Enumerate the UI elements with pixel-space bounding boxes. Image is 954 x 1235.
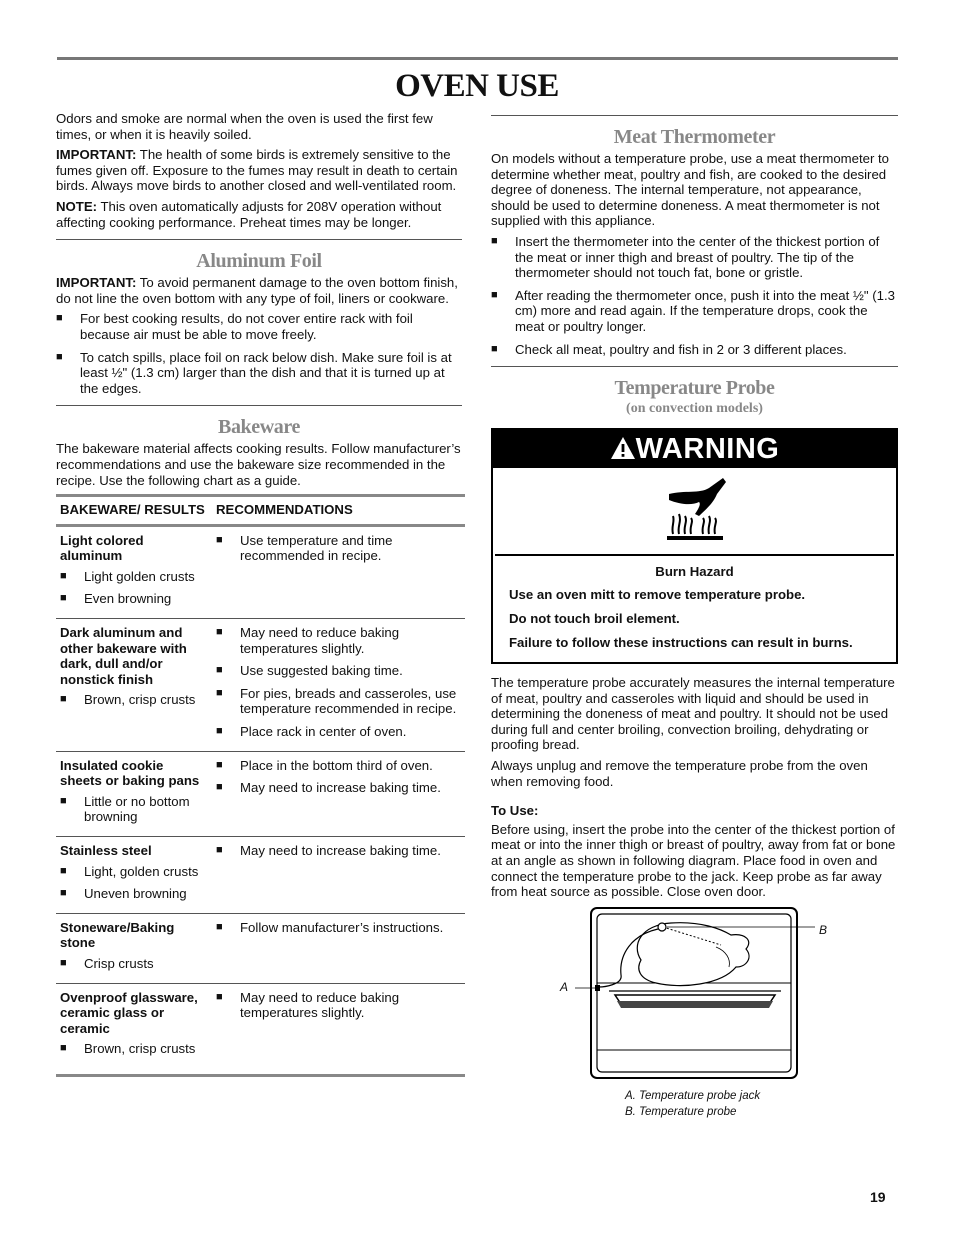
temperature-probe-subheading: (on convection models)	[626, 401, 763, 417]
page-title: OVEN USE	[395, 68, 559, 104]
warning-box	[491, 428, 898, 664]
bullet-icon: ■	[491, 288, 498, 301]
warning-line: Use an oven mitt to remove temperature probe.	[509, 587, 806, 603]
important-text: To avoid permanent damage to the oven bottom finish, do not line the oven bottom with any type of foil, liners or cookware.	[56, 275, 458, 306]
aluminum-foil-heading: Aluminum Foil	[196, 250, 322, 273]
bakeware-name: Insulated cookie sheets or baking pans	[60, 757, 200, 789]
warning-line: Failure to follow these instructions can result in burns.	[509, 634, 853, 650]
label-a: A	[560, 979, 569, 994]
warning-line: Do not touch broil element.	[509, 610, 680, 626]
list-item: ■ To catch spills, place foil on rack below dish. Make sure foil is at least ½" (1.3 cm) larger than the dish and that it is turned up at the edges.	[56, 349, 452, 396]
page-number: 19	[870, 1189, 886, 1205]
note-label: NOTE:	[56, 198, 98, 214]
bakeware-heading: Bakeware	[218, 416, 300, 439]
column-header-bakeware: BAKEWARE/ RESULTS	[56, 496, 212, 526]
bullet-icon: ■	[56, 350, 63, 363]
section-divider	[491, 366, 898, 367]
table-row: Stainless steel ■ Light, golden crusts ■ Uneven browning ■ May need to increase baking time.	[56, 837, 465, 914]
important-label: IMPORTANT:	[56, 275, 137, 291]
birds-important-paragraph	[56, 147, 462, 194]
bakeware-name: Light colored aluminum	[60, 532, 144, 564]
burn-hazard-icon	[655, 476, 735, 546]
to-use-heading: To Use:	[491, 803, 539, 819]
diagram-caption	[625, 1088, 760, 1120]
table-row: Light colored aluminum ■ Light golden crusts ■ Even browning ■ Use temperature and time recommended in recipe.	[56, 525, 465, 618]
section-divider	[491, 115, 898, 116]
bakeware-paragraph: The bakeware material affects cooking results. Follow manufacturer’s recommendations and use the bakeware size recommended in the recipe. Use the following chart as a guide.	[56, 441, 461, 488]
bakeware-name: Ovenproof glassware, ceramic glass or ceramic	[60, 989, 198, 1036]
important-label: IMPORTANT:	[56, 147, 137, 163]
warning-text	[493, 556, 896, 662]
note-paragraph	[56, 199, 462, 230]
warning-header	[493, 430, 896, 468]
table-row: Dark aluminum and other bakeware with dark, dull and/or nonstick finish ■ Brown, crisp crusts ■ May need to reduce baking temperatures slightly. ■ Use suggested baking time. ■ For pies, breads and casseroles, use temperature recommended in recipe. ■ Place rack in center of oven.	[56, 619, 465, 752]
meat-thermometer-heading: Meat Thermometer	[613, 126, 776, 148]
meat-thermometer-paragraph: On models without a temperature probe, use a meat thermometer to determine whether meat, poultry and fish, are cooked to the desired degree of doneness. The internal temperature, not appearance, should be used to determine doneness. A meat thermometer is not supplied with this appliance.	[491, 151, 890, 229]
oven-probe-diagram-icon	[491, 905, 898, 1085]
caption-b: B. Temperature probe	[625, 1105, 737, 1118]
probe-paragraph: The temperature probe accurately measures the internal temperature of meat, poultry and casseroles with liquid and should be used in determining the doneness of meat and poultry. It should not be used during full and center broiling, convection broiling, dehydrating or proofing bread.	[491, 675, 895, 753]
bullet-icon: ■	[56, 312, 63, 325]
list-item: ■ After reading the thermometer once, push it into the meat ½" (1.3 cm) more and read again. If the temperature drops, cook the meat or poultry longer.	[491, 287, 895, 334]
warning-triangle-icon	[610, 436, 636, 460]
column-header-recommendations: RECOMMENDATIONS	[212, 496, 465, 526]
list-item: ■ Insert the thermometer into the center of the thickest portion of the meat or inner thigh and breast of poultry. The tip of the thermometer should not touch fat, bone or gristle.	[491, 233, 880, 281]
list-item: ■ For best cooking results, do not cover entire rack with foil because air must be able to move freely.	[56, 311, 413, 342]
table-row: Ovenproof glassware, ceramic glass or ceramic ■ Brown, crisp crusts ■ May need to reduce baking temperatures slightly.	[60, 989, 400, 1057]
foil-bullet-list	[56, 311, 462, 396]
probe-diagram	[491, 905, 898, 1127]
probe-unplug-paragraph: Always unplug and remove the temperature probe from the oven when removing food.	[491, 758, 868, 789]
bakeware-table	[56, 494, 465, 1077]
burn-hazard-label: Burn Hazard	[655, 563, 734, 579]
to-use-paragraph: Before using, insert the probe into the center of the thickest portion of meat or into the inner thigh or breast of poultry, away from fat or bone at an angle as shown in following diagram. Place food in oven and connect the temperature probe to the jack. Keep probe as far away from heat source as possible. Close oven door.	[491, 821, 896, 900]
bullet-icon: ■	[491, 234, 498, 247]
table-row: Insulated cookie sheets or baking pans ■ Little or no bottom browning ■ Place in the bottom third of oven. ■ May need to increase baking time.	[56, 751, 465, 836]
label-b: B	[819, 922, 828, 937]
note-text: This oven automatically adjusts for 208V operation without affecting cooking performance. Preheat times may be longer.	[56, 198, 442, 230]
table-row: Stoneware/Baking stone ■ Crisp crusts ■ Follow manufacturer’s instructions.	[56, 913, 465, 983]
caption-a: A. Temperature probe jack	[625, 1089, 761, 1102]
thermometer-bullet-list	[491, 234, 898, 357]
bullet-icon: ■	[491, 342, 498, 355]
list-item: ■ Check all meat, poultry and fish in 2 or 3 different places.	[491, 341, 847, 357]
warning-image-area	[495, 468, 894, 556]
foil-important-paragraph	[56, 275, 462, 306]
left-column	[56, 111, 462, 1077]
bakeware-name: Stainless steel	[60, 843, 152, 858]
intro-paragraph: Odors and smoke are normal when the oven is used the first few times, or when it is heavily soiled.	[56, 111, 433, 142]
section-divider	[56, 239, 462, 240]
section-divider	[56, 405, 462, 406]
right-column	[491, 115, 898, 1127]
warning-title: WARNING	[635, 432, 780, 465]
top-rule	[57, 57, 898, 60]
bakeware-name: Dark aluminum and other bakeware with dark, dull and/or nonstick finish	[60, 625, 187, 687]
temperature-probe-heading: Temperature Probe	[614, 377, 775, 400]
bakeware-name: Stoneware/Baking stone	[60, 919, 175, 951]
important-text: The health of some birds is extremely sensitive to the fumes given off. Exposure to the fumes may result in death to certain birds. Always move birds to another closed and well-ventilated room.	[56, 147, 458, 194]
